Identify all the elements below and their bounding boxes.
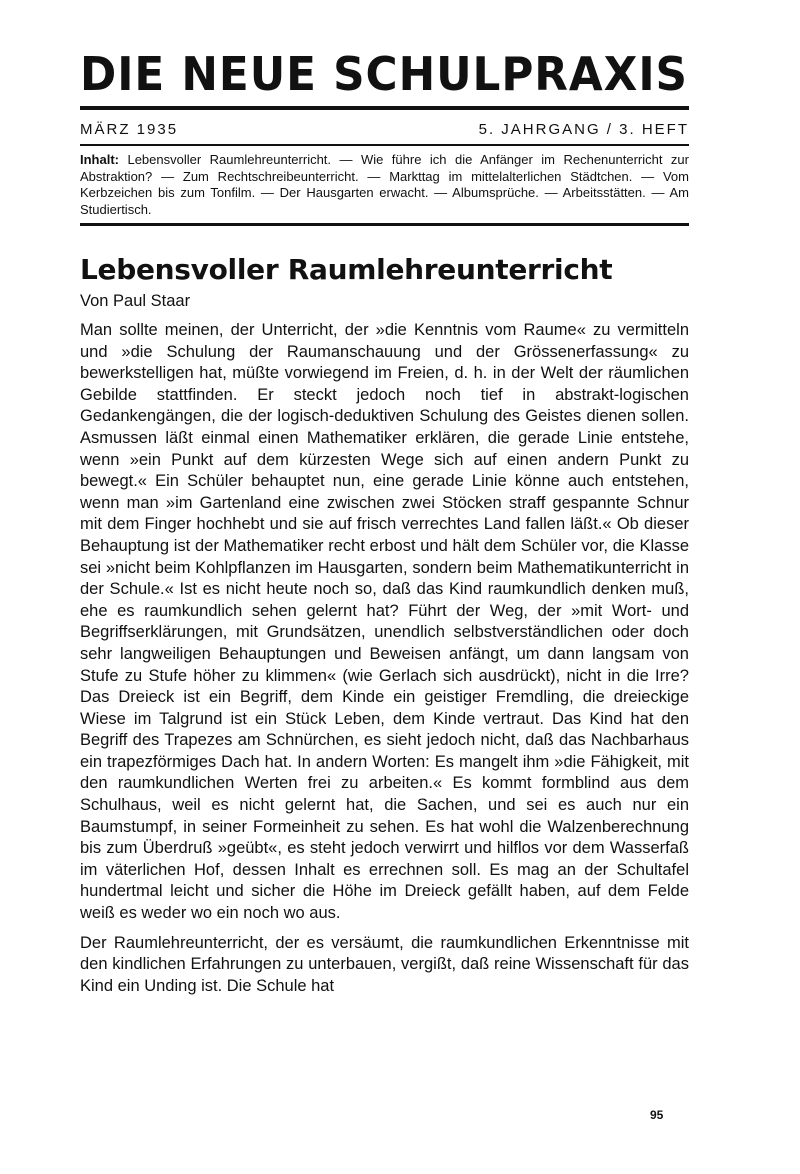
issue-info <box>80 118 689 140</box>
issue-date: MÄRZ 1935 <box>80 120 179 138</box>
page-number: 95 <box>650 1108 664 1122</box>
article-paragraph: Der Raumlehreunterricht, der es versäumt, die raumkundlichen Erkenntnisse mit den kindlichen Erfahrungen zu unterbauen, vergißt, daß reine Wissenschaft für das Kind ein Unding ist. Die Schule hat <box>80 933 689 995</box>
contents-text: Lebensvoller Raumlehreunterricht. — Wie führe ich die Anfänger im Rechenunterricht zur Abstraktion? — Zum Rechtschreibeunterricht. — Markttag im mittelalterlichen Städtchen. — Vom Kerbzeichen bis zum Tonfilm. — Der Hausgarten erwacht. — Albumsprüche. — Arbeitsstätten. — Am Studiertisch. <box>80 152 689 217</box>
article-paragraph: Man sollte meinen, der Unterricht, der »die Kenntnis vom Raume« zu vermitteln und »die Schulung der Raumanschauung und der Grössenerfassung« zu bewerkstelligen hat, müßte vorwiegend im Freien, d. h. in der Welt der räumlichen Gebilde stattfinden. Er steckt jedoch noch tief in abstrakt-logischen Gedankengängen, die der logisch-deduktiven Schulung des Geistes dienen sollen. Asmussen läßt einmal einen Mathematiker erklären, die gerade Linie entstehe, wenn »ein Punkt auf dem kürzesten Wege sich auf einen andern Punkt zu bewegt.« Ein Schüler behauptet nun, eine gerade Linie könne auch entstehen, wenn man »im Gartenland eine zwischen zwei Stöcken straff gespannte Schnur mit dem Finger hochhebt und sie auf frisch verrechtes Land fallen läßt.« Ob dieser Behauptung ist der Mathematiker recht erbost und hält dem Schüler vor, die Klasse sei »nicht beim Kohlpflanzen im Hausgarten, sondern beim Mathematikunterricht in der Schule.« Ist es nicht heute noch so, daß das Kind raumkundlich denken muß, ehe es raumkundlich sehen gelernt hat? Führt der Weg, der »mit Wort- und Begriffserklärungen, mit Grundsätzen, unendlich selbstverständlichen oder doch sehr langweiligen Behauptungen und Beweisen anfängt, um dann langsam von Stufe zu Stufe höher zu klimmen« (wie Gerlach sich ausdrückt), nicht in die Irre? Das Dreieck ist ein Begriff, dem Kinde ein geistiger Fremdling, die dreieckige Wiese im Talgrund ist ein Stück Leben, dem Kinde vertraut. Das Kind hat den Begriff des Trapezes am Schnürchen, es sieht jedoch nicht, daß das Nachbarhaus ein trapezförmiges Dach hat. In andern Worten: Es mangelt ihm »die Fähigkeit, mit den raumkundlichen Werten frei zu arbeiten.« Es kommt formblind aus dem Schulhaus, weil es nicht gelernt hat, die Sachen, und sei es auch nur ein Baumstumpf, in seiner Formeinheit zu sehen. Es hat wohl die Walzenberechnung bis zum Überdruß »geübt«, es steht jedoch verwirrt und hilflos vor dem Wasserfaß im väterlichen Hof, dessen Inhalt es errechnen soll. Es mag an der Schultafel hundertmal leicht und sicher die Höhe im Dreieck gefällt haben, auf dem Felde weiß es weder wo ein noch wo aus. <box>80 321 689 923</box>
issue-number: 5. JAHRGANG / 3. HEFT <box>478 120 689 138</box>
article-title: Lebensvoller Raumlehreunterricht <box>80 253 613 286</box>
meta-rule <box>80 144 689 146</box>
table-of-contents <box>80 152 689 221</box>
journal-title: DIE NEUE SCHULPRAXIS <box>80 47 688 101</box>
article-byline: Von Paul Staar <box>80 292 191 310</box>
journal-page <box>80 48 689 997</box>
contents-rule <box>80 223 689 226</box>
contents-label: Inhalt: <box>80 152 119 167</box>
masthead-rule <box>80 106 689 110</box>
